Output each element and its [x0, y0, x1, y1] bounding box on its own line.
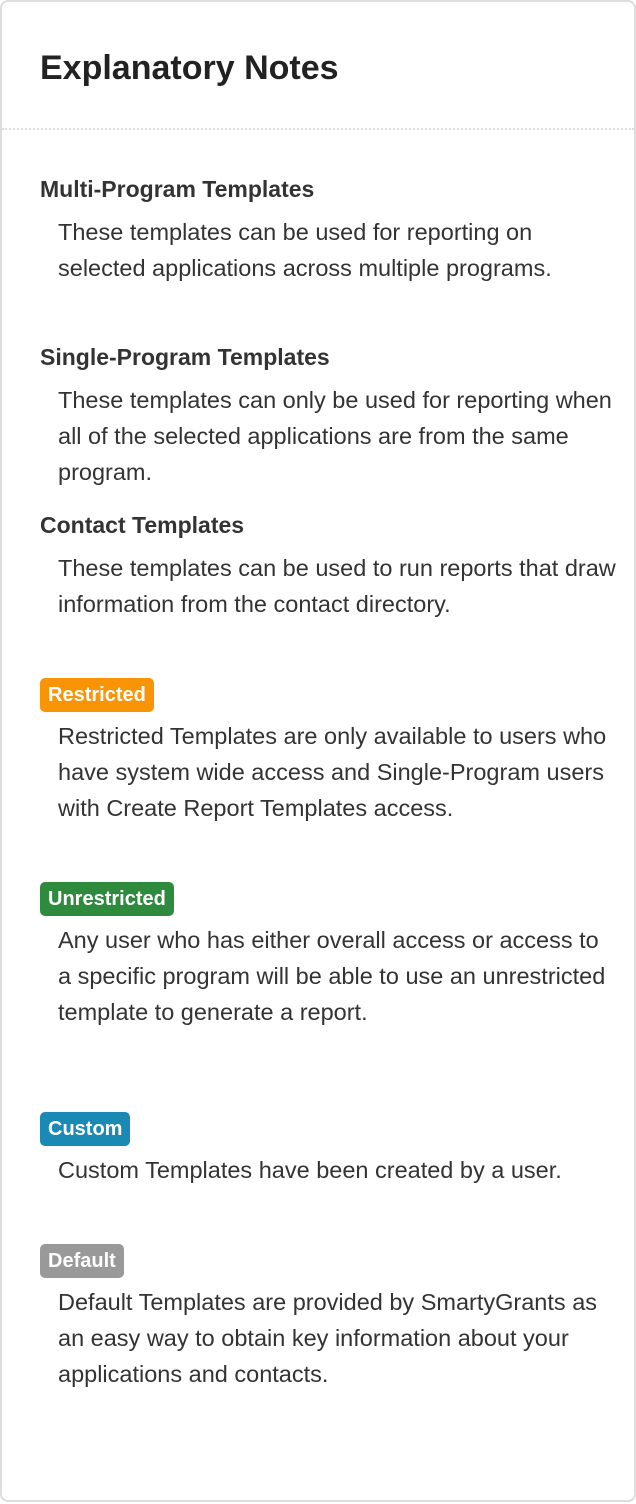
custom-description: Custom Templates have been created by a user. [58, 1157, 562, 1183]
note-desc-multi-program: These templates can be used for reporting on selected applications across multiple programs. [58, 219, 552, 281]
note-desc-contact: These templates can be used to run reports that draw information from the contact directory. [58, 555, 616, 617]
panel-header [2, 2, 634, 130]
restricted-description: Restricted Templates are only available to users who have system wide access and Single-Program users with Create Report Templates access. [58, 723, 607, 821]
unrestricted-badge: Unrestricted [40, 882, 174, 916]
note-term-single-program: Single-Program Templates [40, 344, 330, 370]
default-description: Default Templates are provided by SmartyGrants as an easy way to obtain key information about your applications and contacts. [58, 1289, 598, 1387]
note-desc-single-program: These templates can only be used for reporting when all of the selected applications are from the same program. [58, 387, 612, 485]
note-term-contact: Contact Templates [40, 512, 245, 538]
custom-badge: Custom [40, 1112, 130, 1146]
restricted-badge: Restricted [40, 678, 154, 712]
default-badge: Default [40, 1244, 124, 1278]
unrestricted-description: Any user who has either overall access or access to a specific program will be able to use an unrestricted template to generate a report. [58, 927, 606, 1025]
panel-title: Explanatory Notes [40, 49, 339, 87]
note-term-multi-program: Multi-Program Templates [40, 176, 315, 202]
